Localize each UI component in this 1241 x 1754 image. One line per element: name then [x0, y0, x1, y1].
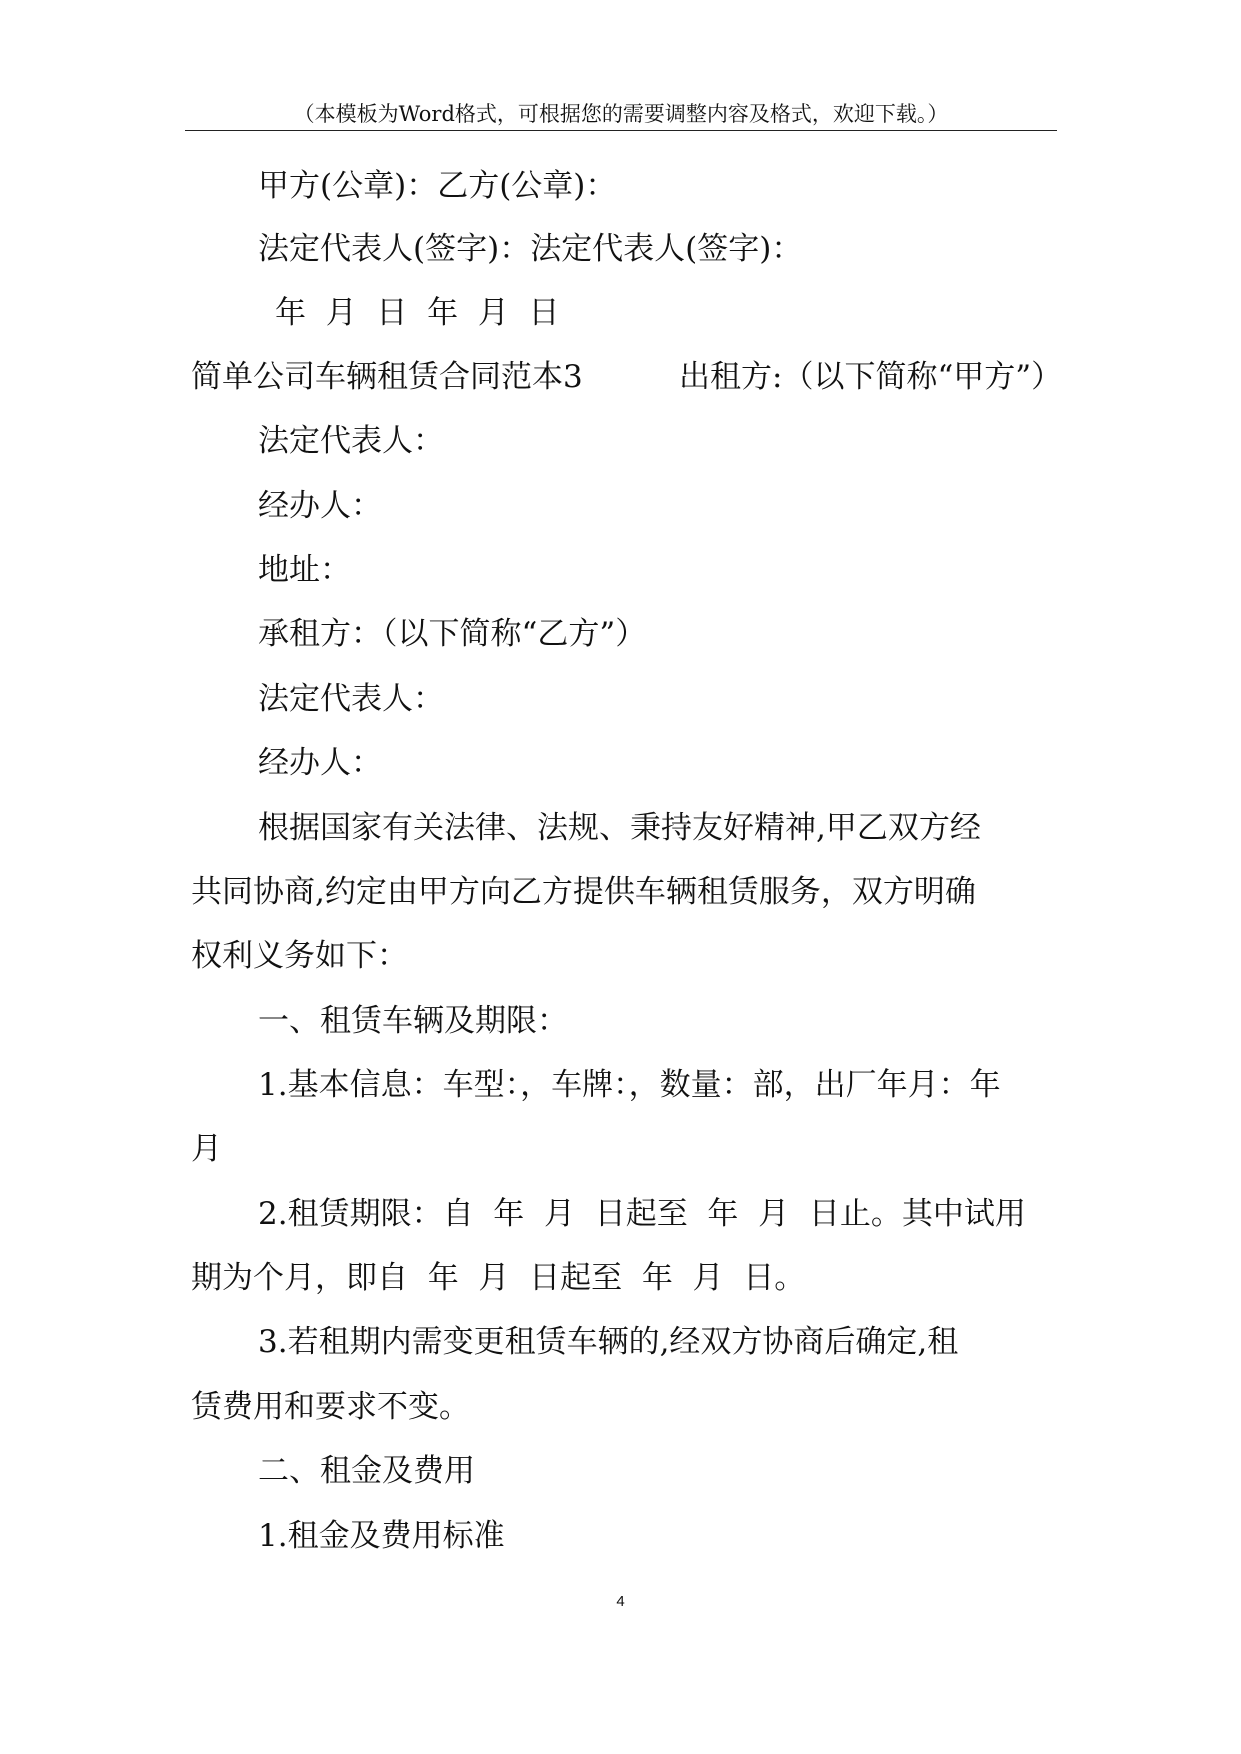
preamble-line-3: 权利义务如下：: [191, 938, 408, 974]
contract-title: 简单公司车辆租赁合同范本3: [191, 359, 583, 395]
signature-date-line: 年 月 日 年 月 日: [275, 295, 560, 331]
preamble-line-1: 根据国家有关法律、法规、秉持友好精神,甲乙双方经: [258, 810, 981, 846]
lessee-intro: 承租方：（以下简称“乙方”）: [258, 616, 647, 652]
preamble-line-2: 共同协商,约定由甲方向乙方提供车辆租赁服务，双方明确: [191, 874, 976, 910]
item-2-line-2: 期为个月，即自 年 月 日起至 年 月 日。: [191, 1260, 806, 1296]
lessor-intro: 出租方:（以下简称“甲方”）: [679, 359, 1063, 395]
lessor-agent: 经办人：: [258, 488, 382, 524]
party-seal-line: 甲方(公章)：乙方(公章)：: [258, 168, 617, 204]
item-3-line-2: 赁费用和要求不变。: [191, 1389, 470, 1425]
lessee-representative: 法定代表人：: [258, 681, 444, 717]
template-note-header: （本模板为Word格式，可根据您的需要调整内容及格式，欢迎下载。）: [293, 102, 949, 126]
section-2-item-1: 1.租金及费用标准: [258, 1518, 505, 1554]
item-1-line-1: 1.基本信息：车型：，车牌：，数量：部，出厂年月：年: [258, 1067, 1001, 1103]
item-3-line-1: 3.若租期内需变更租赁车辆的,经双方协商后确定,租: [258, 1324, 959, 1360]
header-divider: [185, 130, 1057, 131]
section-2-heading: 二、租金及费用: [258, 1453, 475, 1489]
lessor-representative: 法定代表人：: [258, 423, 444, 459]
section-1-heading: 一、租赁车辆及期限：: [258, 1003, 568, 1039]
item-1-line-2: 月: [191, 1131, 222, 1167]
page-number: 4: [616, 1593, 625, 1610]
item-2-line-1: 2.租赁期限：自 年 月 日起至 年 月 日止。其中试用: [258, 1196, 1026, 1232]
lessee-agent: 经办人：: [258, 745, 382, 781]
lessor-address: 地址：: [258, 552, 351, 588]
representative-signature-line: 法定代表人(签字)：法定代表人(签字)：: [258, 231, 803, 267]
